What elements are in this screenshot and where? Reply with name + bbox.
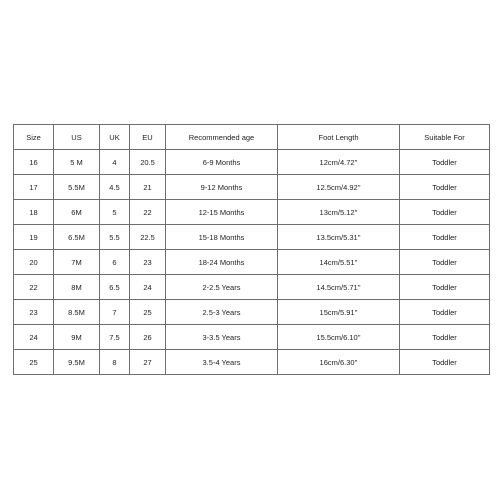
cell-suitable-for: Toddler bbox=[400, 150, 490, 175]
cell-size: 17 bbox=[14, 175, 54, 200]
cell-uk: 5.5 bbox=[100, 225, 130, 250]
size-chart-table bbox=[13, 124, 490, 375]
cell-eu: 23 bbox=[130, 250, 166, 275]
table-row bbox=[14, 275, 490, 300]
cell-suitable-for: Toddler bbox=[400, 200, 490, 225]
cell-suitable-for: Toddler bbox=[400, 325, 490, 350]
cell-size: 22 bbox=[14, 275, 54, 300]
cell-size: 20 bbox=[14, 250, 54, 275]
cell-foot-length: 16cm/6.30'' bbox=[278, 350, 400, 375]
cell-suitable-for: Toddler bbox=[400, 175, 490, 200]
cell-us: 6.5M bbox=[54, 225, 100, 250]
cell-foot-length: 12cm/4.72'' bbox=[278, 150, 400, 175]
cell-uk: 4.5 bbox=[100, 175, 130, 200]
cell-foot-length: 14cm/5.51'' bbox=[278, 250, 400, 275]
column-header-recommended-age: Recommended age bbox=[166, 125, 278, 150]
cell-foot-length: 13.5cm/5.31'' bbox=[278, 225, 400, 250]
cell-size: 19 bbox=[14, 225, 54, 250]
cell-eu: 20.5 bbox=[130, 150, 166, 175]
cell-foot-length: 14.5cm/5.71'' bbox=[278, 275, 400, 300]
table-row bbox=[14, 300, 490, 325]
cell-recommended-age: 6-9 Months bbox=[166, 150, 278, 175]
table-row bbox=[14, 150, 490, 175]
cell-us: 8.5M bbox=[54, 300, 100, 325]
cell-us: 8M bbox=[54, 275, 100, 300]
column-header-foot-length: Foot Length bbox=[278, 125, 400, 150]
cell-uk: 4 bbox=[100, 150, 130, 175]
column-header-eu: EU bbox=[130, 125, 166, 150]
cell-suitable-for: Toddler bbox=[400, 250, 490, 275]
cell-us: 7M bbox=[54, 250, 100, 275]
cell-recommended-age: 18-24 Months bbox=[166, 250, 278, 275]
cell-uk: 5 bbox=[100, 200, 130, 225]
cell-size: 23 bbox=[14, 300, 54, 325]
cell-recommended-age: 2-2.5 Years bbox=[166, 275, 278, 300]
cell-suitable-for: Toddler bbox=[400, 275, 490, 300]
cell-size: 24 bbox=[14, 325, 54, 350]
cell-us: 9.5M bbox=[54, 350, 100, 375]
cell-recommended-age: 15-18 Months bbox=[166, 225, 278, 250]
cell-eu: 25 bbox=[130, 300, 166, 325]
cell-us: 6M bbox=[54, 200, 100, 225]
table-row bbox=[14, 200, 490, 225]
table-row bbox=[14, 250, 490, 275]
cell-recommended-age: 9-12 Months bbox=[166, 175, 278, 200]
cell-uk: 7.5 bbox=[100, 325, 130, 350]
cell-recommended-age: 3.5-4 Years bbox=[166, 350, 278, 375]
cell-us: 9M bbox=[54, 325, 100, 350]
cell-recommended-age: 3-3.5 Years bbox=[166, 325, 278, 350]
cell-suitable-for: Toddler bbox=[400, 300, 490, 325]
cell-foot-length: 12.5cm/4.92'' bbox=[278, 175, 400, 200]
cell-uk: 8 bbox=[100, 350, 130, 375]
cell-foot-length: 15.5cm/6.10'' bbox=[278, 325, 400, 350]
table-row bbox=[14, 225, 490, 250]
cell-size: 25 bbox=[14, 350, 54, 375]
table-row bbox=[14, 325, 490, 350]
table-row bbox=[14, 350, 490, 375]
cell-foot-length: 13cm/5.12'' bbox=[278, 200, 400, 225]
cell-eu: 24 bbox=[130, 275, 166, 300]
cell-us: 5 M bbox=[54, 150, 100, 175]
column-header-size: Size bbox=[14, 125, 54, 150]
cell-eu: 26 bbox=[130, 325, 166, 350]
cell-foot-length: 15cm/5.91'' bbox=[278, 300, 400, 325]
cell-eu: 27 bbox=[130, 350, 166, 375]
column-header-us: US bbox=[54, 125, 100, 150]
cell-us: 5.5M bbox=[54, 175, 100, 200]
header-row bbox=[14, 125, 490, 150]
cell-size: 16 bbox=[14, 150, 54, 175]
column-header-uk: UK bbox=[100, 125, 130, 150]
cell-uk: 6 bbox=[100, 250, 130, 275]
column-header-suitable-for: Suitable For bbox=[400, 125, 490, 150]
cell-uk: 6.5 bbox=[100, 275, 130, 300]
cell-eu: 22.5 bbox=[130, 225, 166, 250]
cell-suitable-for: Toddler bbox=[400, 225, 490, 250]
cell-recommended-age: 12-15 Months bbox=[166, 200, 278, 225]
cell-suitable-for: Toddler bbox=[400, 350, 490, 375]
table-row bbox=[14, 175, 490, 200]
cell-size: 18 bbox=[14, 200, 54, 225]
cell-eu: 22 bbox=[130, 200, 166, 225]
cell-eu: 21 bbox=[130, 175, 166, 200]
cell-uk: 7 bbox=[100, 300, 130, 325]
cell-recommended-age: 2.5-3 Years bbox=[166, 300, 278, 325]
